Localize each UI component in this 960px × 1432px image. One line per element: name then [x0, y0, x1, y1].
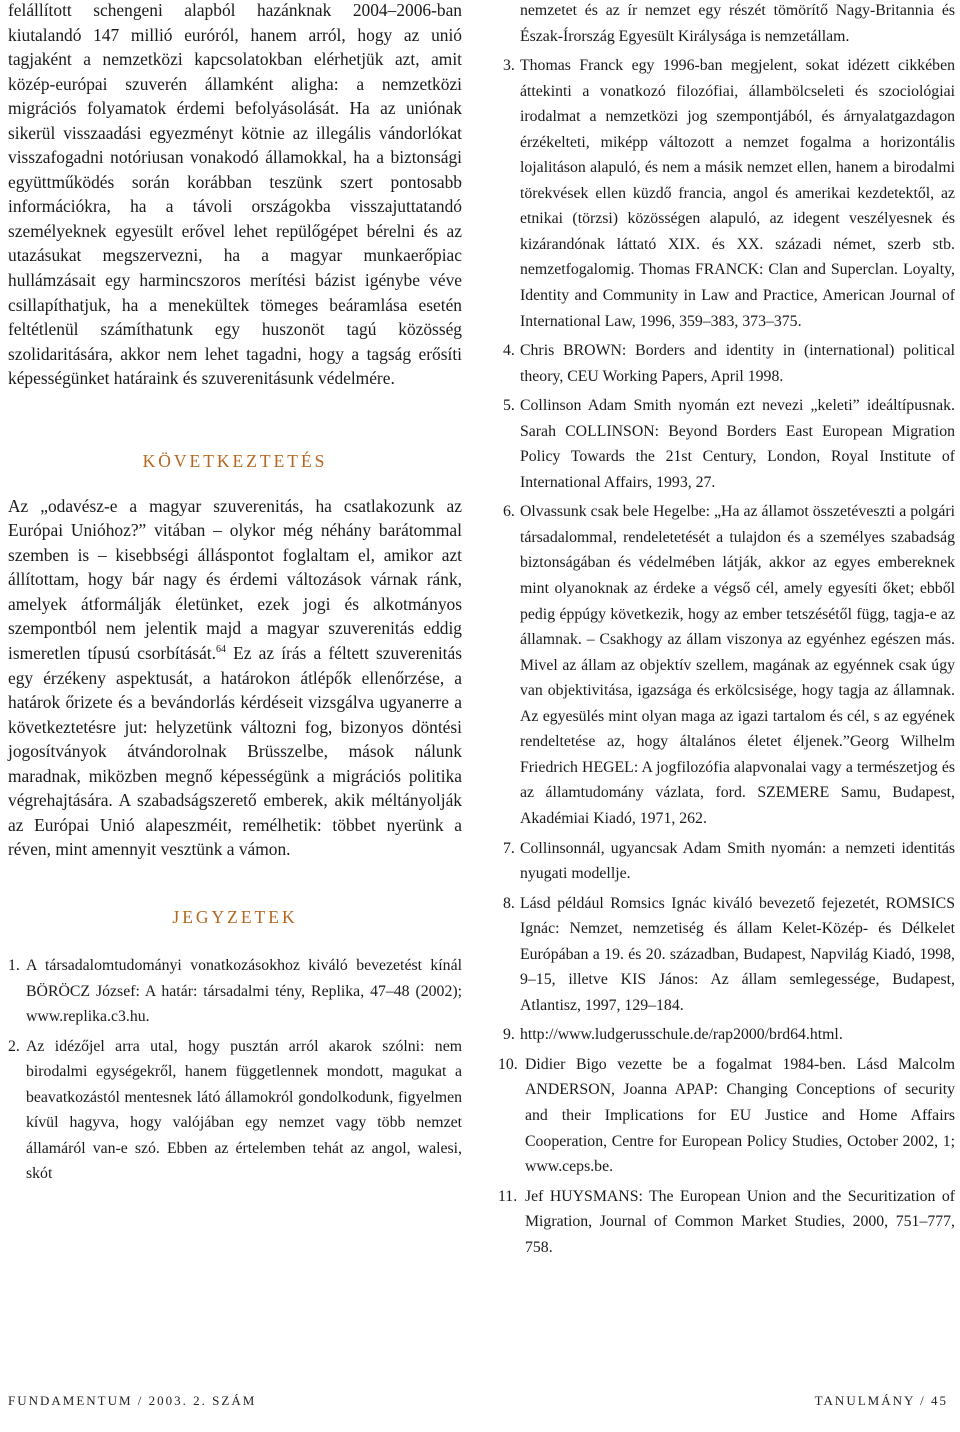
- footnote-text: Didier Bigo vezette be a fogalmat 1984-ben. Lásd Malcolm ANDERSON, Joanna APAP: Changing Conceptions of security and their Implications for EU Justice and Home Affairs Cooperation, Centre for European Policy Studies, October 2002, 1; www.ceps.be.: [525, 1055, 955, 1176]
- footnote-10: [498, 1052, 955, 1180]
- footer-journal: FUNDAMENTUM / 2003. 2. SZÁM: [8, 1393, 257, 1408]
- footnote-number: 6.: [503, 503, 515, 521]
- footnote-3: [503, 53, 955, 334]
- footnote-text: Collinsonnál, ugyancsak Adam Smith nyomán: a nemzeti identitás nyugati modellje.: [520, 839, 955, 883]
- notes-heading: JEGYZETEK: [172, 906, 298, 927]
- footnote-text: Lásd például Romsics Ignác kiváló bevezető fejezetét, ROMSICS Ignác: Nemzet, nemzetiség és állam Kelet-Közép- és Délkelet Európában a 19. és 20. században, Budapest, Napvilág Kiadó, 1998, 9–15, illetve KIS János: Az állam semlegessége, Budapest, Atlantisz, 1997, 129–184.: [520, 894, 955, 1014]
- right-column: [498, 0, 955, 1264]
- footnote-text: A társadalomtudományi vonatkozásokhoz kiváló bevezetést kínál BÖRÖCZ József: A határ: társadalmi tény, Replika, 47–48 (2002); www.replika.c3.hu.: [26, 956, 462, 1026]
- left-column: [8, 0, 462, 1191]
- footnote-number: 5.: [503, 397, 515, 415]
- footnote-5: [503, 393, 955, 495]
- footnote-1: [8, 953, 462, 1030]
- footer-page-number: TANULMÁNY / 45: [814, 1393, 948, 1408]
- footnote-text: Jef HUYSMANS: The European Union and the Securitization of Migration, Journal of Common Market Studies, 2000, 751–777, 758.: [525, 1187, 955, 1256]
- footnote-6: [503, 499, 955, 831]
- footnote-number: 2.: [8, 1037, 20, 1055]
- footnote-number: 4.: [503, 342, 515, 360]
- body-paragraph-2-part1: Az „odavész-e a magyar szuverenitás, ha csatlakozunk az Európai Unióhoz?” vitában – olykor még néhány barátommal szemben is – kisebbségi álláspontot foglaltam el, amikor azt állítottam, hogy bár nagy és érdemi változások várnak ránk, amelyek átformálják életünket, ezek jogi és alkotmányos szempontból nem jelentik majd a magyar szuverenitás eddig ismeretlen típusú csorbítását.: [8, 495, 462, 664]
- body-paragraph-2: [8, 494, 462, 862]
- body-paragraph-1: felállított schengeni alapból hazánknak 2004–2006-ban kiutalandó 147 millió euróról, hanem arról, hogy az unió tagjaként a nemzetközi kapcsolatokban elérhetjük azt, amit közép-európai szuverén államként aligha: a nemzetközi migrációs folyamatok érdemi befolyásolását. Ha az uniónak sikerül visszaadási egyezményt kötnie az illegális vándorlókat visszafogadni notóriusan vonakodó államokkal, ha a biztonsági együttműködés során korábban teszünk szert pontosabb információkra, ha a távoli országokba visszajuttatandó személyeknek egyesült erővel lehet repülőgépet bérelni és az utazásukat megszervezni, ha a magyar munkaerőpiac hullámzásait egy harmincszoros merítési bázist igénybe véve csillapíthatjuk, ha a menekültek tömeges beáramlása esetén feltétlenül számíthatunk egy huszonöt tagú közösség szolidaritására, akkor nem lehet tagadni, hogy a tagság erősíti képességünket határaink és szuverenitásunk védelmére.: [8, 0, 462, 389]
- footnote-7: [503, 836, 955, 887]
- footnote-text: Olvassunk csak bele Hegelbe: „Ha az államot összetéveszti a polgári társadalommal, rendeletetését a tulajdon és a személyes szabadság biztonságában és védelmében látják, akkor az egyes embereknek mint olyanoknak az érdeke a végső cél, amely egyesíti őket; ebből pedig éppúgy következik, hogy az ember tetszésétől függ, tagja-e az államnak. – Csakhogy az állam viszonya az egyénhez egészen más. Mivel az állam az objektív szellem, magának az egyénnek csak úgy van objektivitása, igazsága és erkölcsisége, hogy tagja az államnak. Az egyesülés mint olyan maga az igazi tartalom és cél, s az egyének rendeltetése az, hogy általános életet éljenek.”Georg Wilhelm Friedrich HEGEL: A jogfilozófia alapvonalai vagy a természetjog és az államtudomány vázlata, ford. SZEMERE Samu, Budapest, Akadémiai Kiadó, 1971, 262.: [520, 503, 955, 827]
- footnote-text: Az idézőjel arra utal, hogy pusztán arról akarok szólni: nem birodalmi egységekről, hanem függetlennek mondott, magukat a beavatkozástól mentesnek látó államokról gondolkodunk, figyelmen kívül hagyva, hogy valójában egy nemzet vagy több nemzet államáról van-e szó. Ebben az értelemben tehát az angol, walesi, skót: [26, 1037, 462, 1183]
- footnote-9: [503, 1022, 955, 1048]
- footnote-number: 3.: [503, 57, 515, 75]
- footnote-text: Collinson Adam Smith nyomán ezt nevezi „keleti” ideáltípusnak. Sarah COLLINSON: Beyond Borders East European Migration Policy Towards the 21st Century, London, Royal Institute of International Affairs, 1993, 27.: [520, 397, 955, 491]
- footnote-2: [8, 1034, 462, 1187]
- footnote-number: 9.: [503, 1026, 515, 1044]
- footnote-text[interactable]: http://www.ludgerusschule.de/rap2000/brd64.html.: [520, 1026, 843, 1044]
- footnote-number: 11.: [498, 1187, 518, 1205]
- footnote-number: 7.: [503, 839, 515, 857]
- footnote-text: Thomas Franck egy 1996-ban megjelent, sokat idézett cikkében áttekinti a vonatkozó filozófiai, állambölcseleti és szociológiai irodalmat a nemzetközi jog szempontjából, és árnyalatgazdagon érzékelteti, miképp változott a nemzet fogalma a horizontális lojalitáson alapuló, és nem a másik nemzet ellen, hanem a birodalmi törekvések ellen küzdő francia, angol és amerikai kezdetektől, az etnikai (törzsi) közösségen alapuló, az idegent veszélyesnek és kizárandónak láttató XIX. és XX. századi német, szerb stb. nemzetfogalomig. Thomas FRANCK: Clan and Superclan. Loyalty, Identity and Community in Law and Practice, American Journal of International Law, 1996, 359–383, 373–375.: [520, 57, 955, 330]
- footnote-4: [503, 338, 955, 389]
- footnote-8: [503, 891, 955, 1019]
- footnote-11: [498, 1184, 955, 1261]
- footnote-2-continuation: nemzetet és az ír nemzet egy részét tömörítő Nagy-Britannia és Észak-Írország Egyesült Királysága is nemzetállam.: [520, 2, 955, 45]
- conclusion-heading: KÖVETKEZTETÉS: [142, 450, 328, 471]
- body-paragraph-2-part2: Ez az írás a féltett szuverenitás egy érzékeny aspektusát, a határokon átlépők ellenőrzése, a határok őrizete és a bevándorlás kérdéseit vizsgálva ugyanerre a következtetésre jut: helyzetünk változni fog, bizonyos döntési jogosítványok átvándorolnak Brüsszelbe, mások nálunk maradnak, miközben megnő képességünk a migrációs politika végrehajtására. A szabadságszerető emberek, akik méltányolják az Európai Unió alapeszméit, remélhetik: többet nyerünk a réven, mint amennyit vesztünk a vámon.: [8, 643, 462, 860]
- footnote-number: 8.: [503, 894, 515, 912]
- footnote-ref-64[interactable]: 64: [215, 644, 226, 656]
- footnote-text: Chris BROWN: Borders and identity in (international) political theory, CEU Working Papers, April 1998.: [520, 342, 955, 385]
- footnote-number: 1.: [8, 956, 20, 974]
- footnote-number: 10.: [498, 1055, 518, 1073]
